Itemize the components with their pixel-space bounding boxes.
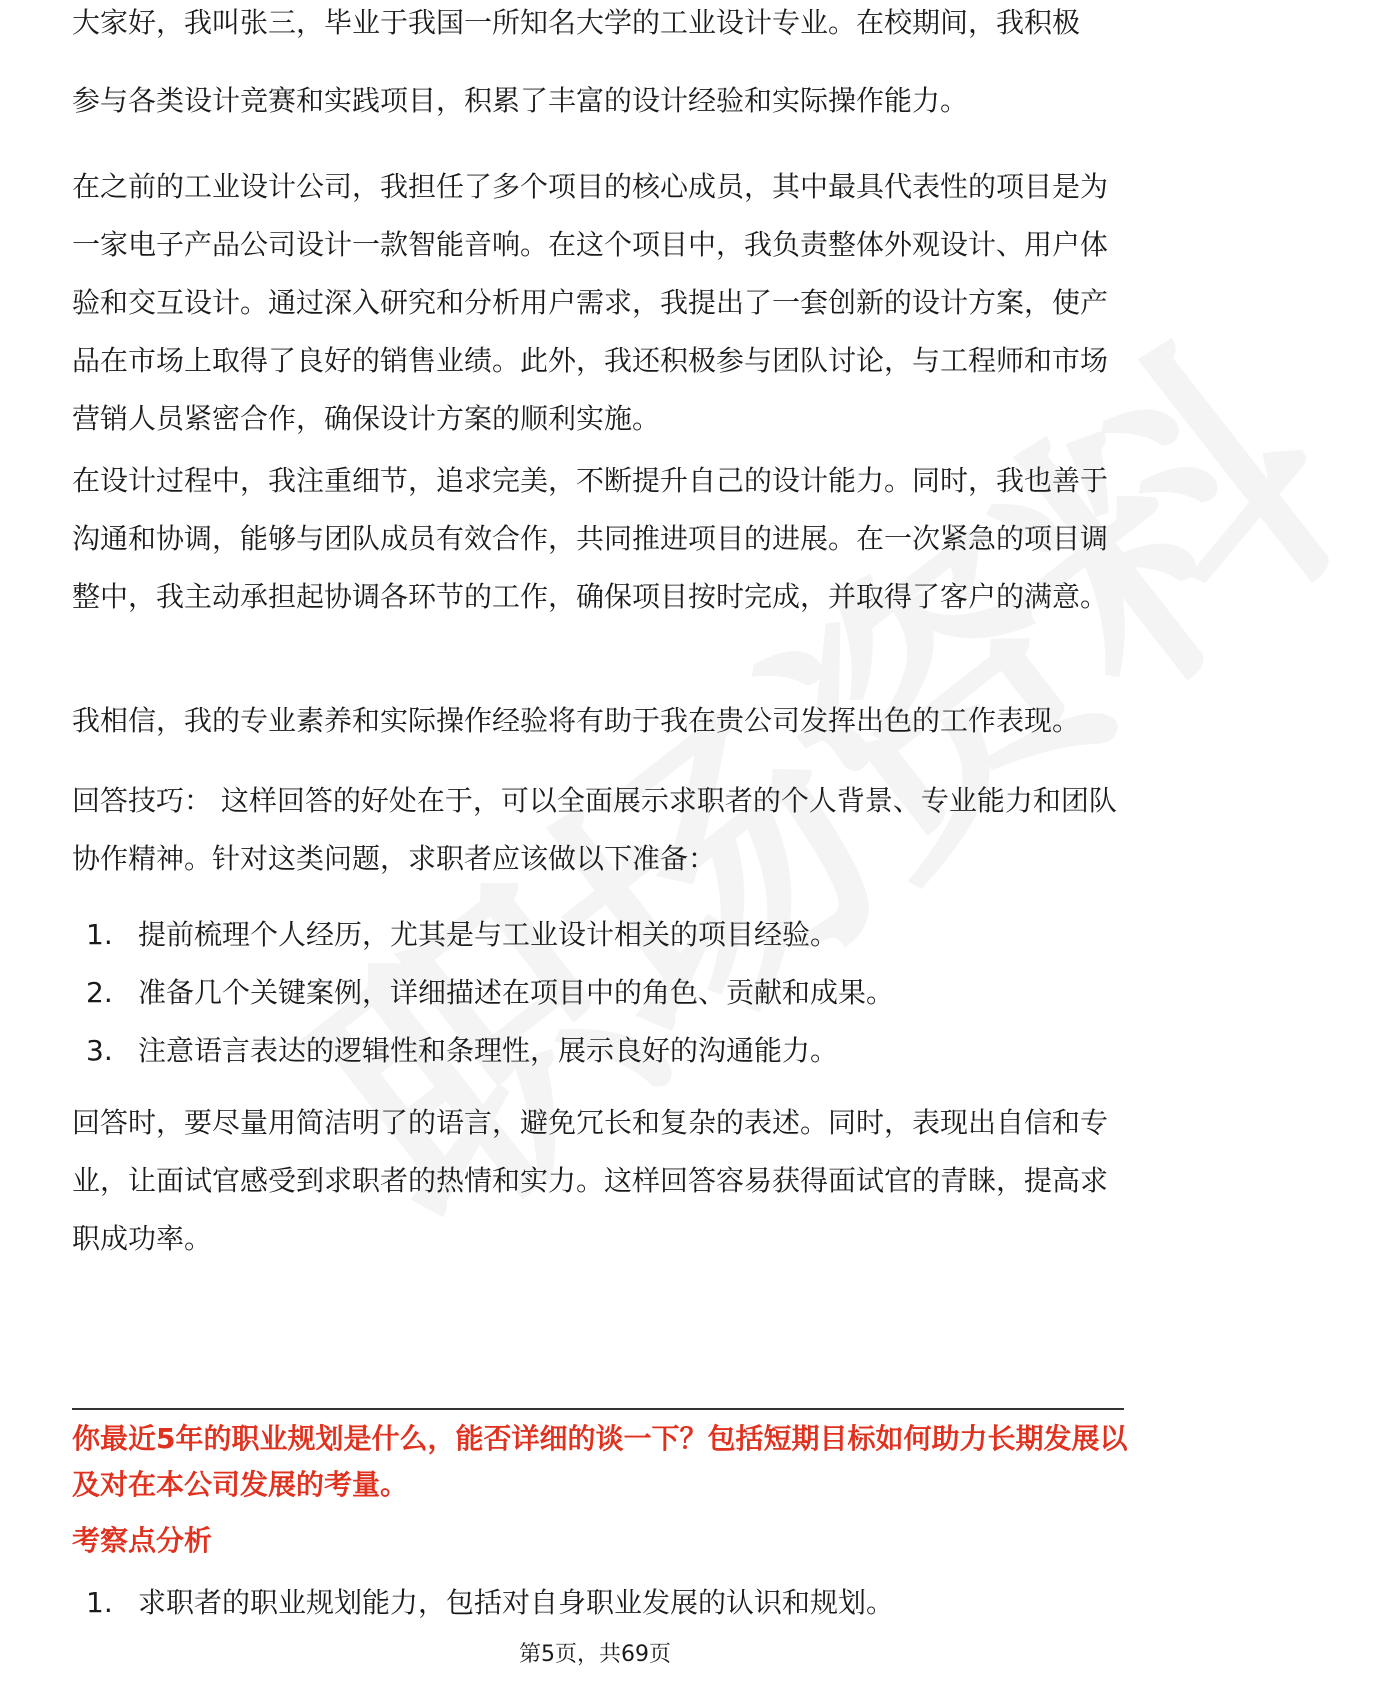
list-item-number: 1.	[86, 918, 113, 951]
paragraph-intro-end: 参与各类设计竞赛和实践项目，积累了丰富的设计经验和实际操作能力。	[72, 84, 969, 117]
list-item-text: 注意语言表达的逻辑性和条理性，展示良好的沟通能力。	[138, 1034, 839, 1067]
analysis-list	[72, 1574, 1124, 1632]
cut-off-text-line	[72, 6, 1124, 72]
paragraph-design-process: 在设计过程中，我注重细节，追求完美，不断提升自己的设计能力。同时，我也善于沟通和协调，能够与团队成员有效合作，共同推进项目的进展。在一次紧急的项目调整中，我主动承担起协调各环节的工作，确保项目按时完成，并取得了客户的满意。	[72, 464, 1109, 613]
page-footer: 第5页，共69页	[519, 1642, 671, 1667]
list-item	[72, 1022, 1124, 1080]
cut-off-text: 大家好，我叫张三，毕业于我国一所知名大学的工业设计专业。在校期间，我积极	[72, 6, 1081, 39]
list-item-text: 提前梳理个人经历，尤其是与工业设计相关的项目经验。	[138, 918, 839, 951]
section-divider	[72, 1408, 1124, 1410]
list-item-number: 2.	[86, 976, 113, 1009]
analysis-heading: 考察点分析	[72, 1524, 213, 1557]
list-item-number: 1.	[86, 1586, 113, 1619]
list-item-text: 准备几个关键案例，详细描述在项目中的角色、贡献和成果。	[138, 976, 895, 1009]
question-heading: 你最近5年的职业规划是什么，能否详细的谈一下？包括短期目标如何助力长期发展以及对在本公司发展的考量。	[72, 1422, 1128, 1501]
paragraph-project-experience: 在之前的工业设计公司，我担任了多个项目的核心成员，其中最具代表性的项目是为一家电子产品公司设计一款智能音响。在这个项目中，我负责整体外观设计、用户体验和交互设计。通过深入研究和分析用户需求，我提出了一套创新的设计方案，使产品在市场上取得了良好的销售业绩。此外，我还积极参与团队讨论，与工程师和市场营销人员紧密合作，确保设计方案的顺利实施。	[72, 170, 1109, 435]
list-item	[72, 906, 1124, 964]
list-item-number: 3.	[86, 1034, 113, 1067]
paragraph-answer-tips: 回答技巧： 这样回答的好处在于，可以全面展示求职者的个人背景、专业能力和团队协作精神。针对这类问题，求职者应该做以下准备：	[72, 784, 1117, 875]
list-item	[72, 1574, 1124, 1632]
list-item	[72, 964, 1124, 1022]
paragraph-confidence: 我相信，我的专业素养和实际操作经验将有助于我在贵公司发挥出色的工作表现。	[72, 704, 1081, 737]
tips-list	[72, 906, 1124, 1080]
paragraph-closing-advice: 回答时，要尽量用简洁明了的语言，避免冗长和复杂的表述。同时，表现出自信和专业，让面试官感受到求职者的热情和实力。这样回答容易获得面试官的青睐，提高求职成功率。	[72, 1106, 1109, 1255]
list-item-text: 求职者的职业规划能力，包括对自身职业发展的认识和规划。	[138, 1586, 895, 1619]
